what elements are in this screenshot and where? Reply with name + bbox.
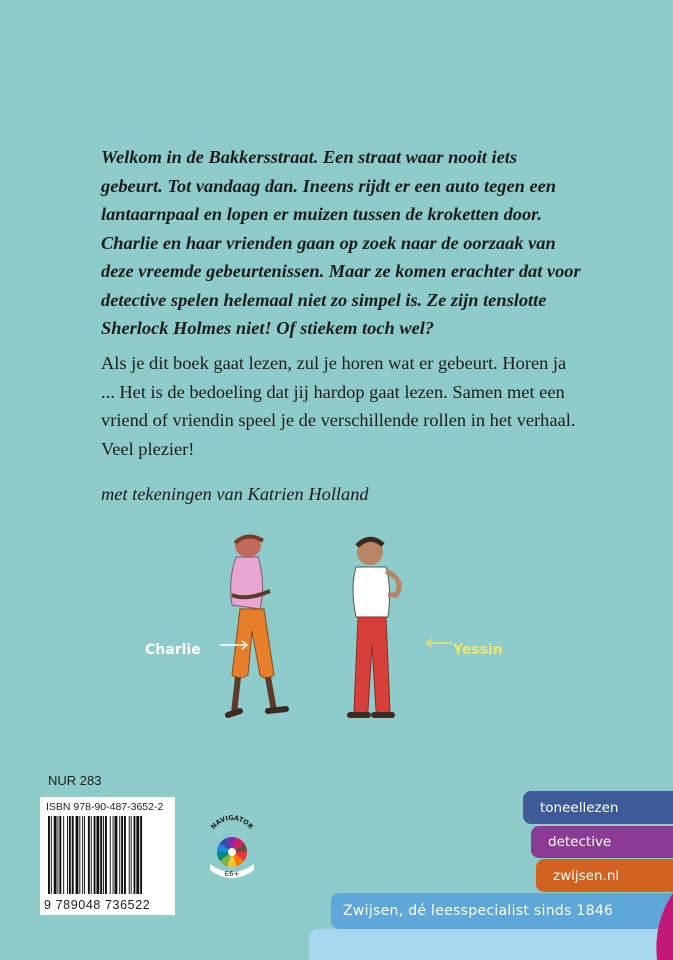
corner-accent	[647, 893, 673, 960]
tab-zwijsen-url: zwijsen.nl	[536, 859, 673, 892]
illustrator-credit: met tekeningen van Katrien Holland	[101, 484, 369, 504]
tab-slogan: Zwijsen, dé leesspecialist sinds 1846	[331, 893, 673, 929]
navigator-logo	[196, 812, 268, 884]
charlie-figure	[228, 535, 286, 715]
tab-detective: detective	[531, 826, 673, 858]
intro-text: Als je dit boek gaat lezen, zul je horen wat er gebeurt. Horen ja ... Het is de bedoeling dat jij hardop gaat lezen. Samen met een vriend of vriendin speel je de verschillende rollen in het verhaal. Veel plezier!	[101, 353, 576, 459]
nur-code: NUR 283	[48, 773, 102, 788]
character-illustration	[120, 525, 540, 735]
svg-text:NAVIGATOR	[209, 814, 255, 831]
yessin-label: Yessin	[453, 642, 503, 658]
ean-number: 9 789048 736522	[44, 898, 151, 912]
isbn-barcode	[40, 797, 175, 915]
isbn-number: ISBN 978-90-487-3652-2	[46, 801, 164, 813]
tab-bottom-stripe	[309, 929, 673, 960]
barcode-bars	[46, 816, 169, 894]
charlie-label: Charlie	[145, 642, 201, 658]
tab-toneellezen: toneellezen	[523, 791, 673, 824]
yessin-figure	[350, 539, 399, 715]
back-cover-blurb: Welkom in de Bakkersstraat. Een straat waar nooit iets gebeurt. Tot vandaag dan. Ineens rijdt er een auto tegen een lantaarnpaal en lopen er muizen tussen de kroketten door. Charlie en haar vrienden gaan op zoek naar de oorzaak van deze vreemde gebeurtenissen. Maar ze komen erachter dat voor detective spelen helemaal niet zo simpel is. Ze zijn tenslotte Sherlock Holmes niet! Of stiekem toch wel?	[101, 147, 581, 338]
navigator-level: E6+	[224, 870, 240, 878]
navigator-title: NAVIGATOR	[209, 813, 255, 831]
color-wheel-icon	[217, 837, 247, 867]
